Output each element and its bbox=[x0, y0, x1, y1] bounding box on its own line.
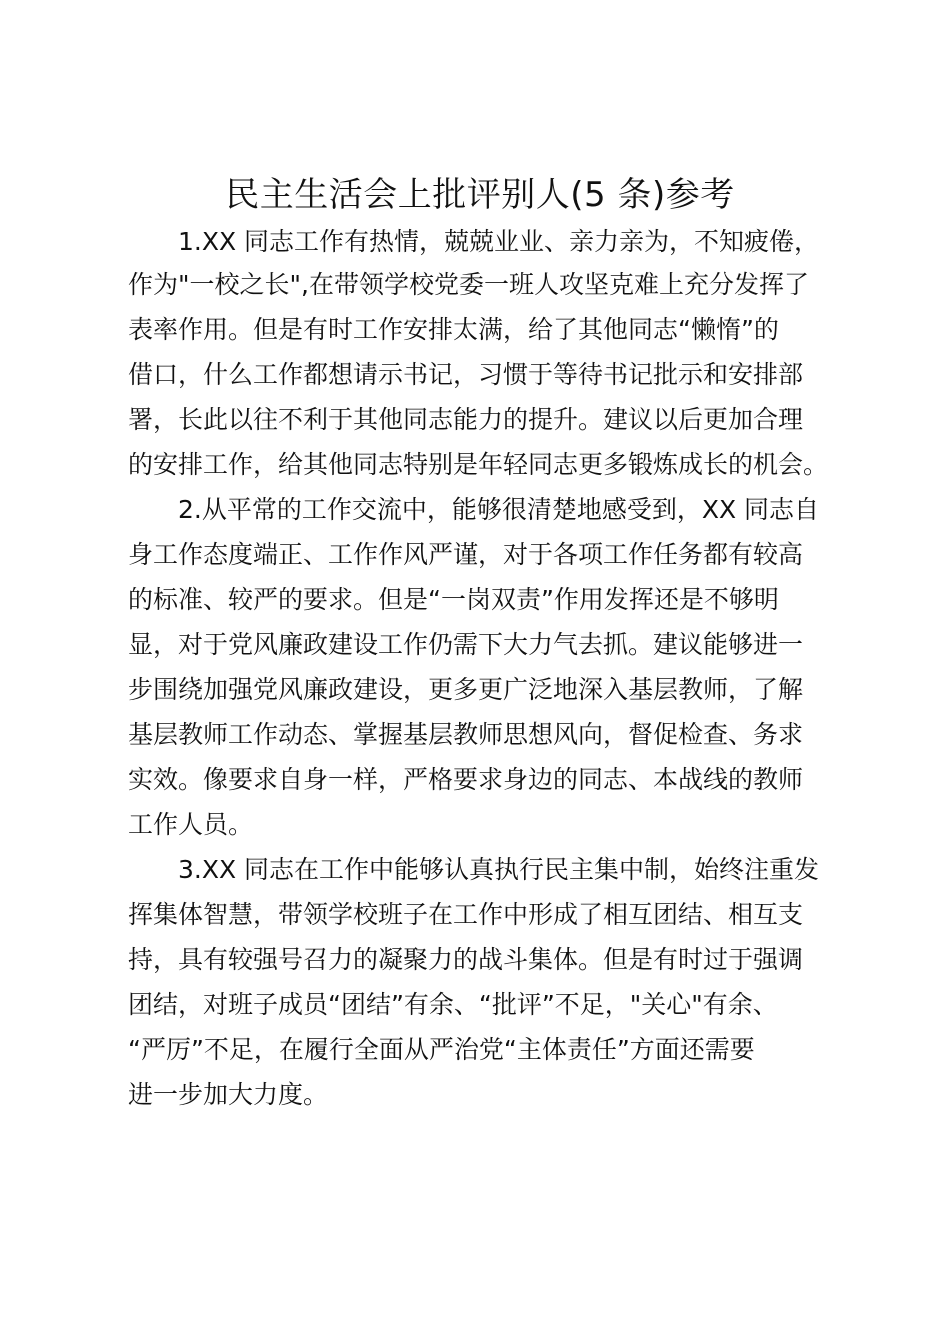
paragraph-3-line-3: 持，具有较强号召力的凝聚力的战斗集体。但是有时过于强调 bbox=[128, 945, 804, 974]
document-title: 民主生活会上批评别人(5 条)参考 bbox=[225, 175, 735, 215]
paragraph-3-line-6: 进一步加大力度。 bbox=[128, 1080, 329, 1109]
paragraph-1-line-3: 表率作用。但是有时工作安排太满，给了其他同志“懒惰”的 bbox=[128, 315, 779, 344]
paragraph-1-line-1: 1.XX 同志工作有热情，兢兢业业、亲力亲为，不知疲倦， bbox=[178, 227, 820, 256]
paragraph-1-line-6: 的安排工作，给其他同志特别是年轻同志更多锻炼成长的机会。 bbox=[128, 450, 829, 479]
paragraph-3-line-1: 3.XX 同志在工作中能够认真执行民主集中制，始终注重发 bbox=[178, 855, 820, 884]
paragraph-2-line-6: 基层教师工作动态、掌握基层教师思想风向，督促检查、务求 bbox=[128, 720, 804, 749]
paragraph-3-line-5: “严厉”不足，在履行全面从严治党“主体责任”方面还需要 bbox=[128, 1035, 755, 1064]
paragraph-2-line-4: 显，对于党风廉政建设工作仍需下大力气去抓。建议能够进一 bbox=[128, 630, 804, 659]
paragraph-2-line-3: 的标准、较严的要求。但是“一岗双责”作用发挥还是不够明 bbox=[128, 585, 779, 614]
paragraph-2-line-7: 实效。像要求自身一样，严格要求身边的同志、本战线的教师 bbox=[128, 765, 804, 794]
paragraph-2-line-2: 身工作态度端正、工作作风严谨，对于各项工作任务都有较高 bbox=[128, 540, 804, 569]
paragraph-1-line-2: 作为"一校之长",在带领学校党委一班人攻坚克难上充分发挥了 bbox=[128, 270, 809, 299]
paragraph-3-line-2: 挥集体智慧，带领学校班子在工作中形成了相互团结、相互支 bbox=[128, 900, 804, 929]
paragraph-1-line-5: 署，长此以往不利于其他同志能力的提升。建议以后更加合理 bbox=[128, 405, 804, 434]
paragraph-2-line-1: 2.从平常的工作交流中，能够很清楚地感受到，XX 同志自 bbox=[178, 495, 820, 524]
paragraph-3-line-4: 团结，对班子成员“团结”有余、“批评”不足，"关心"有余、 bbox=[128, 990, 778, 1019]
paragraph-2-line-5: 步围绕加强党风廉政建设，更多更广泛地深入基层教师，了解 bbox=[128, 675, 804, 704]
paragraph-2-line-8: 工作人员。 bbox=[128, 810, 254, 839]
paragraph-1-line-4: 借口，什么工作都想请示书记，习惯于等待书记批示和安排部 bbox=[128, 360, 804, 389]
